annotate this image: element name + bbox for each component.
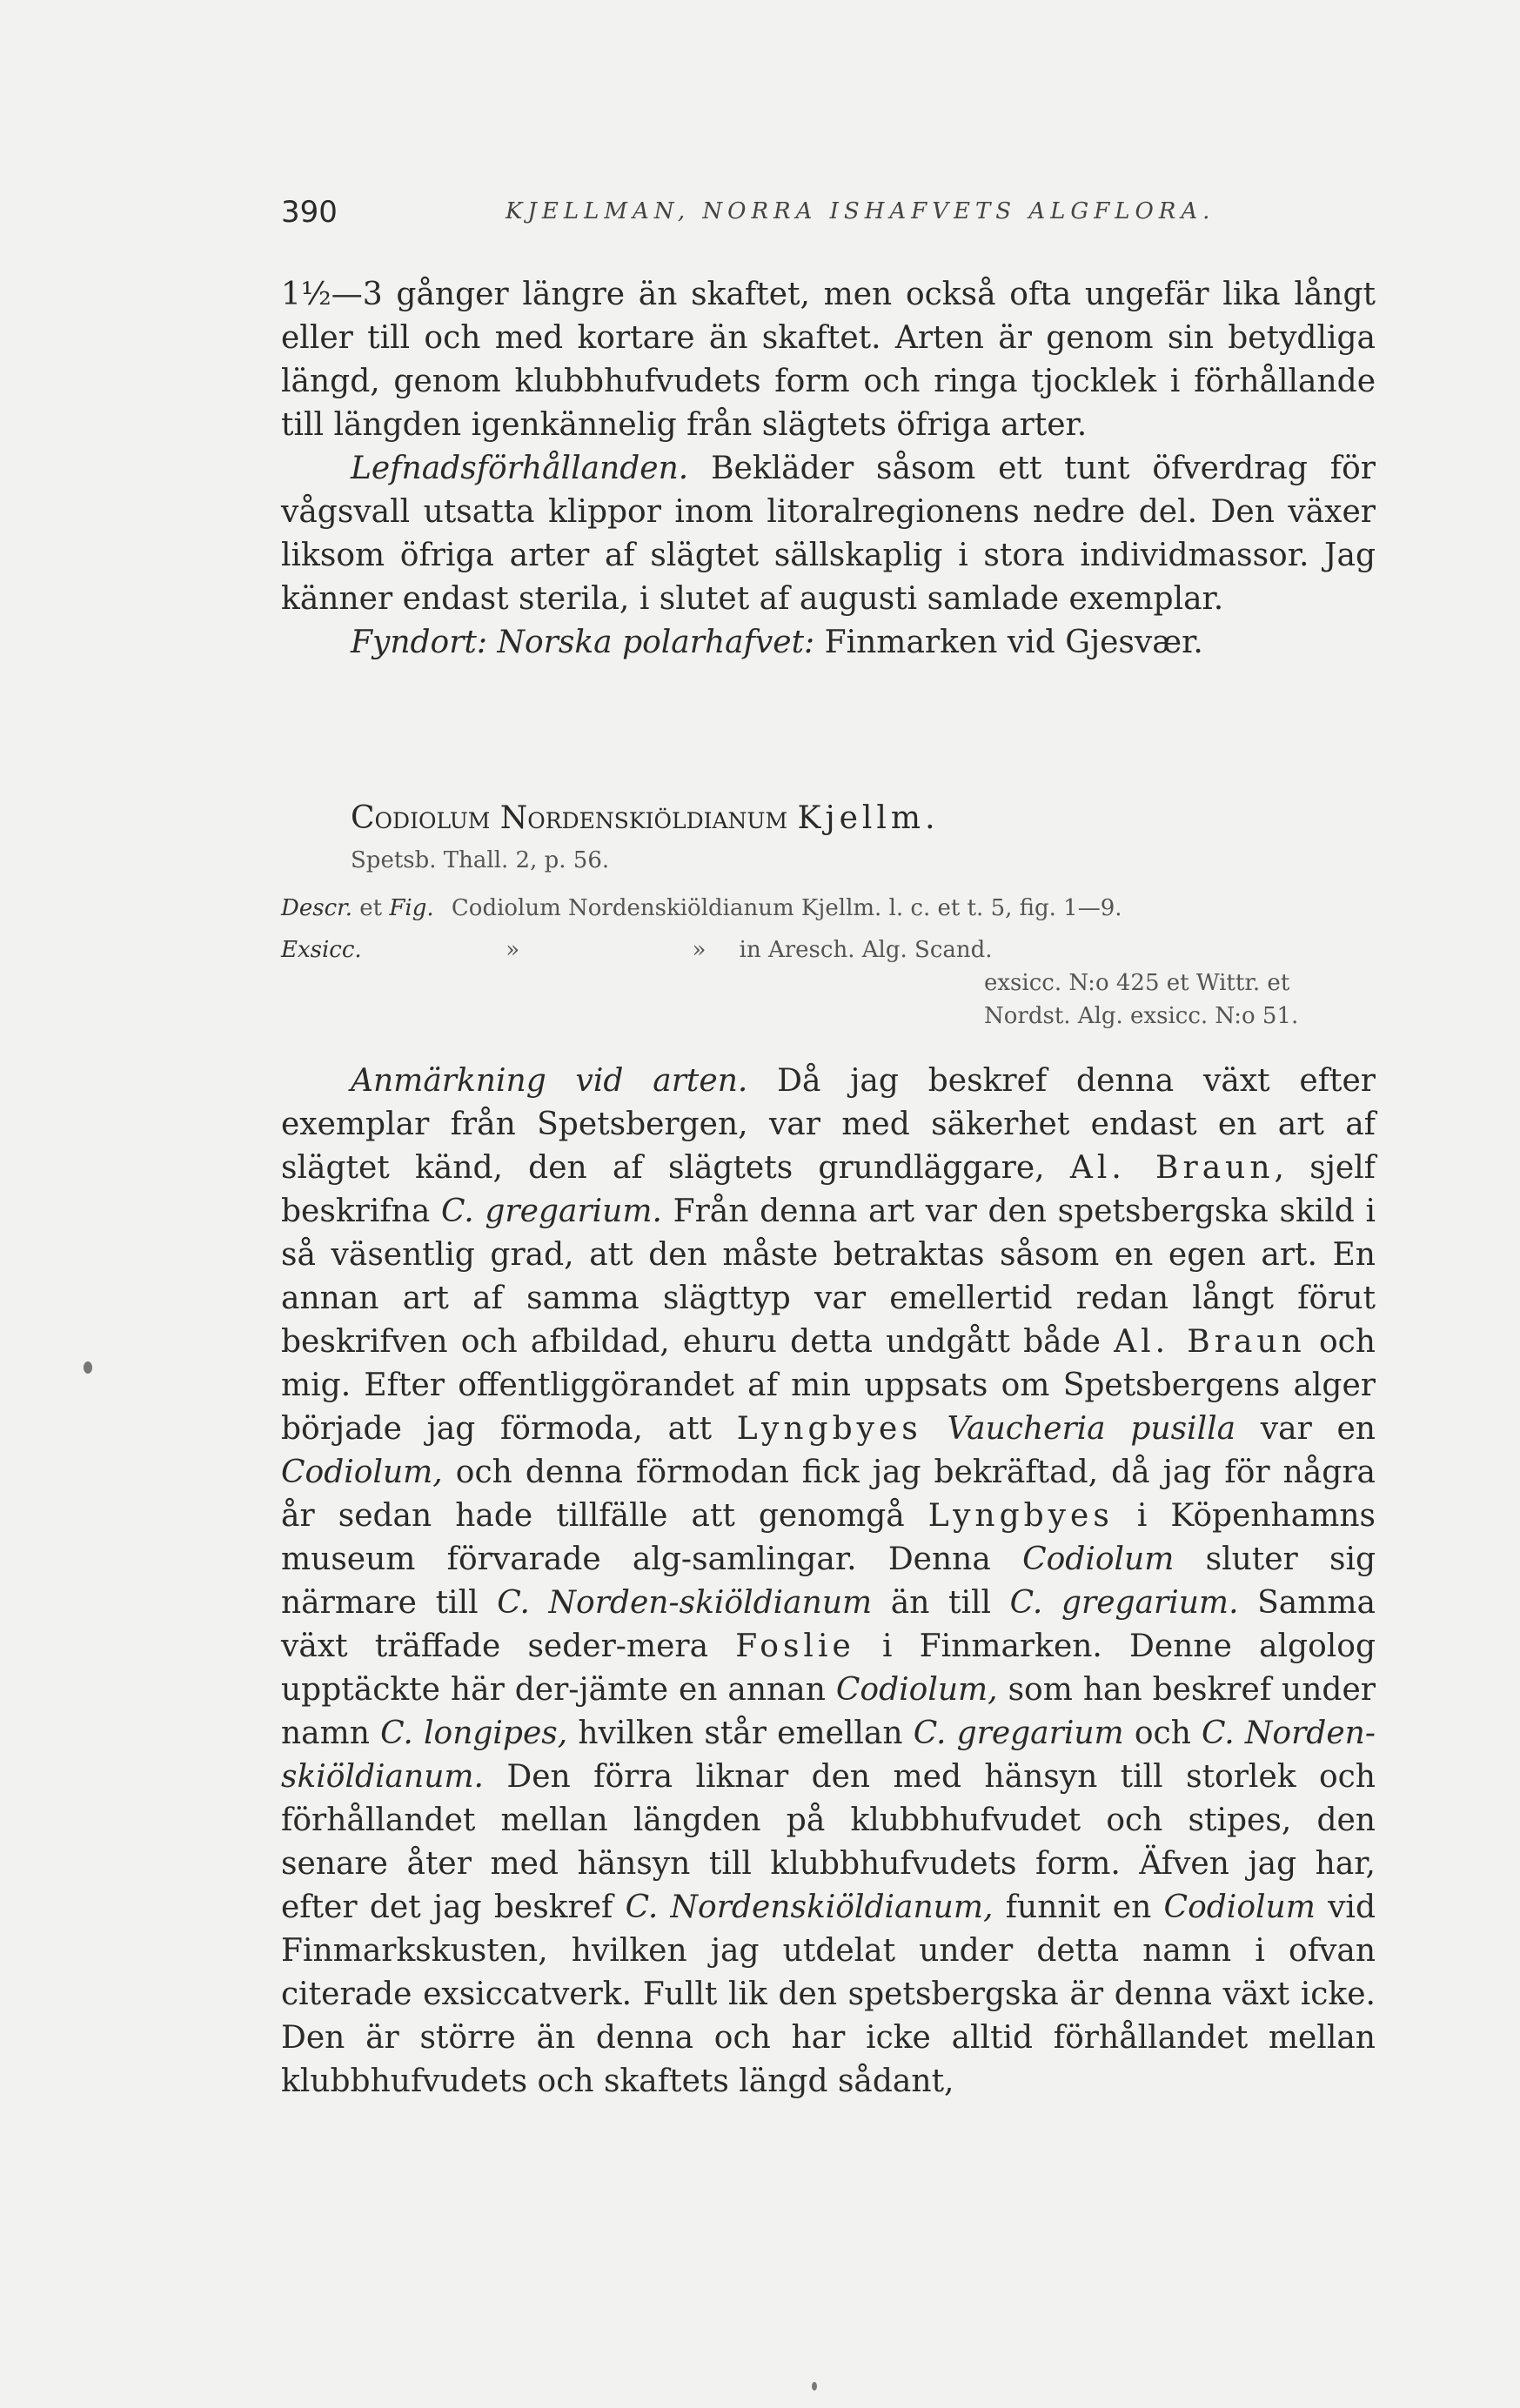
taxon-name: C. Norden-skiöldianum	[497, 1585, 873, 1621]
remark-text: Den förra liknar den med hänsyn till storlek och förhållandet mellan längden på klubbhufvudet och stipes, den senare åter med hänsyn till klubbhufvudets form. Äfven jag har, efter det jag beskref	[281, 1759, 1376, 1925]
locality-paragraph	[281, 621, 1376, 665]
remark-text: Då jag beskref denna växt efter exemplar från Spetsbergen, var med säkerhet endast en art af slägtet känd, den af slägtets grundläggare,	[281, 1063, 1376, 1186]
author-braun: Al. Braun	[1114, 1324, 1306, 1360]
remark-label: Anmärkning vid arten.	[351, 1063, 748, 1099]
remark-paragraph	[281, 1060, 1376, 2104]
taxon-name: Codiolum,	[281, 1455, 443, 1490]
species-author: Kjellm.	[797, 800, 940, 836]
remark-text: , sjelf beskrifna	[281, 1150, 1376, 1229]
remark-text: funnit en	[993, 1890, 1164, 1925]
ditto-mark-1: »	[506, 937, 520, 963]
locality-text: Finmarken vid Gjesvær.	[814, 625, 1203, 660]
taxon-name: Vaucheria pusilla	[947, 1411, 1236, 1447]
page-header	[281, 195, 1377, 230]
remark-text: och	[1123, 1716, 1202, 1751]
locality-region: Norska polarhafvet:	[497, 625, 815, 660]
locality-label: Fyndort:	[351, 625, 488, 660]
remark-block	[281, 1060, 1376, 2104]
remark-text: och mig. Efter offentliggörandet af min uppsats om Spetsbergens alger började jag förmoda, att	[281, 1324, 1376, 1447]
exsicc-line-1: in Aresch. Alg. Scand.	[739, 937, 993, 963]
descr-label: Descr.	[281, 895, 352, 921]
descr-line	[281, 894, 1122, 923]
remark-text: i Finmarken. Denne algolog upptäckte här der-jämte en annan	[281, 1629, 1376, 1708]
description-continuation: 1½—3 gånger längre än skaftet, men också ofta ungefär lika långt eller till och med kortare än skaftet. Arten är genom sin betydliga längd, genom klubbhufvudets form och ringa tjocklek i förhållande till längden igenkännelig från slägtets öfriga arter.	[281, 277, 1376, 443]
taxon-name: C. Norden-skiöldianum.	[281, 1716, 1376, 1795]
taxon-name: Codiolum	[1022, 1542, 1175, 1577]
taxon-name: Codiolum,	[835, 1672, 998, 1708]
exsicc-line-2: exsicc. N:o 425 et Wittr. et	[984, 970, 1290, 996]
remark-text: var en	[1235, 1411, 1376, 1447]
remark-text: sluter sig närmare till	[281, 1542, 1376, 1621]
exsicc-label: Exsicc.	[281, 937, 362, 963]
top-text-block	[281, 273, 1376, 665]
species-heading	[351, 797, 940, 840]
taxon-name: C. Nordenskiöldianum,	[625, 1890, 994, 1925]
ditto-mark-2: »	[692, 937, 706, 963]
remark-text: än till	[872, 1585, 1010, 1621]
exsicc-line	[281, 936, 993, 965]
fig-label: Fig.	[389, 895, 434, 921]
author-foslie: Foslie	[735, 1629, 855, 1664]
taxon-name: Codiolum	[1163, 1890, 1316, 1925]
habitat-text: Bekläder såsom ett tunt öfverdrag för vågsvall utsatta klippor inom litoralregionens nedre del. Den växer liksom öfriga arter af slägtet sällskaplig i stora individmassor. Jag känner endast sterila, i slutet af augusti samlade exemplar.	[281, 451, 1376, 617]
species-name: Codiolum Nordenskiöldianum	[351, 800, 788, 836]
remark-text: hvilken står emellan	[567, 1716, 914, 1751]
remark-text: Samma växt träffade seder-mera	[281, 1585, 1376, 1664]
taxon-name: C. longipes,	[380, 1716, 568, 1751]
remark-text: vid Finmarkskusten, hvilken jag utdelat under detta namn i ofvan citerade exsiccatverk. Fullt lik den spetsbergska är denna växt icke. Den är större än denna och har icke alltid förhållandet mellan klubbhufvudets och skaftets längd sådant,	[281, 1890, 1376, 2099]
remark-text: och denna förmodan fick jag bekräftad, då jag för några år sedan hade tillfälle att genomgå	[281, 1455, 1376, 1534]
descr-text: Codiolum Nordenskiöldianum Kjellm. l. c. et t. 5, fig. 1—9.	[451, 895, 1122, 921]
remark-text: i Köpenhamns museum förvarade alg-samlingar. Denna	[281, 1498, 1376, 1577]
taxon-name: C. gregarium.	[1009, 1585, 1239, 1621]
exsicc-line-3: Nordst. Alg. exsicc. N:o 51.	[984, 1003, 1299, 1029]
scan-speck	[84, 1361, 92, 1374]
descr-et: et	[359, 895, 383, 921]
habitat-label: Lefnadsförhållanden.	[351, 451, 689, 486]
running-title: KJELLMAN, NORRA ISHAFVETS ALGFLORA.	[506, 198, 1215, 224]
remark-text: Från denna art var den spetsbergska skild i så väsentlig grad, att den måste betraktas såsom en egen art. En annan art af samma slägttyp var emellertid redan långt förut beskrifven och afbildad, ehuru detta undgått både	[281, 1194, 1376, 1360]
author-braun: Al. Braun	[1069, 1150, 1275, 1186]
species-reference: Spetsb. Thall. 2, p. 56.	[351, 847, 610, 873]
taxon-name: C. gregarium	[913, 1716, 1124, 1751]
author-lyngbye: Lyngbyes	[736, 1411, 922, 1447]
author-lyngbye: Lyngbyes	[927, 1498, 1114, 1534]
habitat-paragraph	[281, 447, 1376, 621]
remark-text: som han beskref under namn	[281, 1672, 1376, 1751]
scan-speck	[812, 2382, 817, 2391]
taxon-name: C. gregarium.	[441, 1194, 662, 1229]
page-number: 390	[281, 195, 338, 230]
